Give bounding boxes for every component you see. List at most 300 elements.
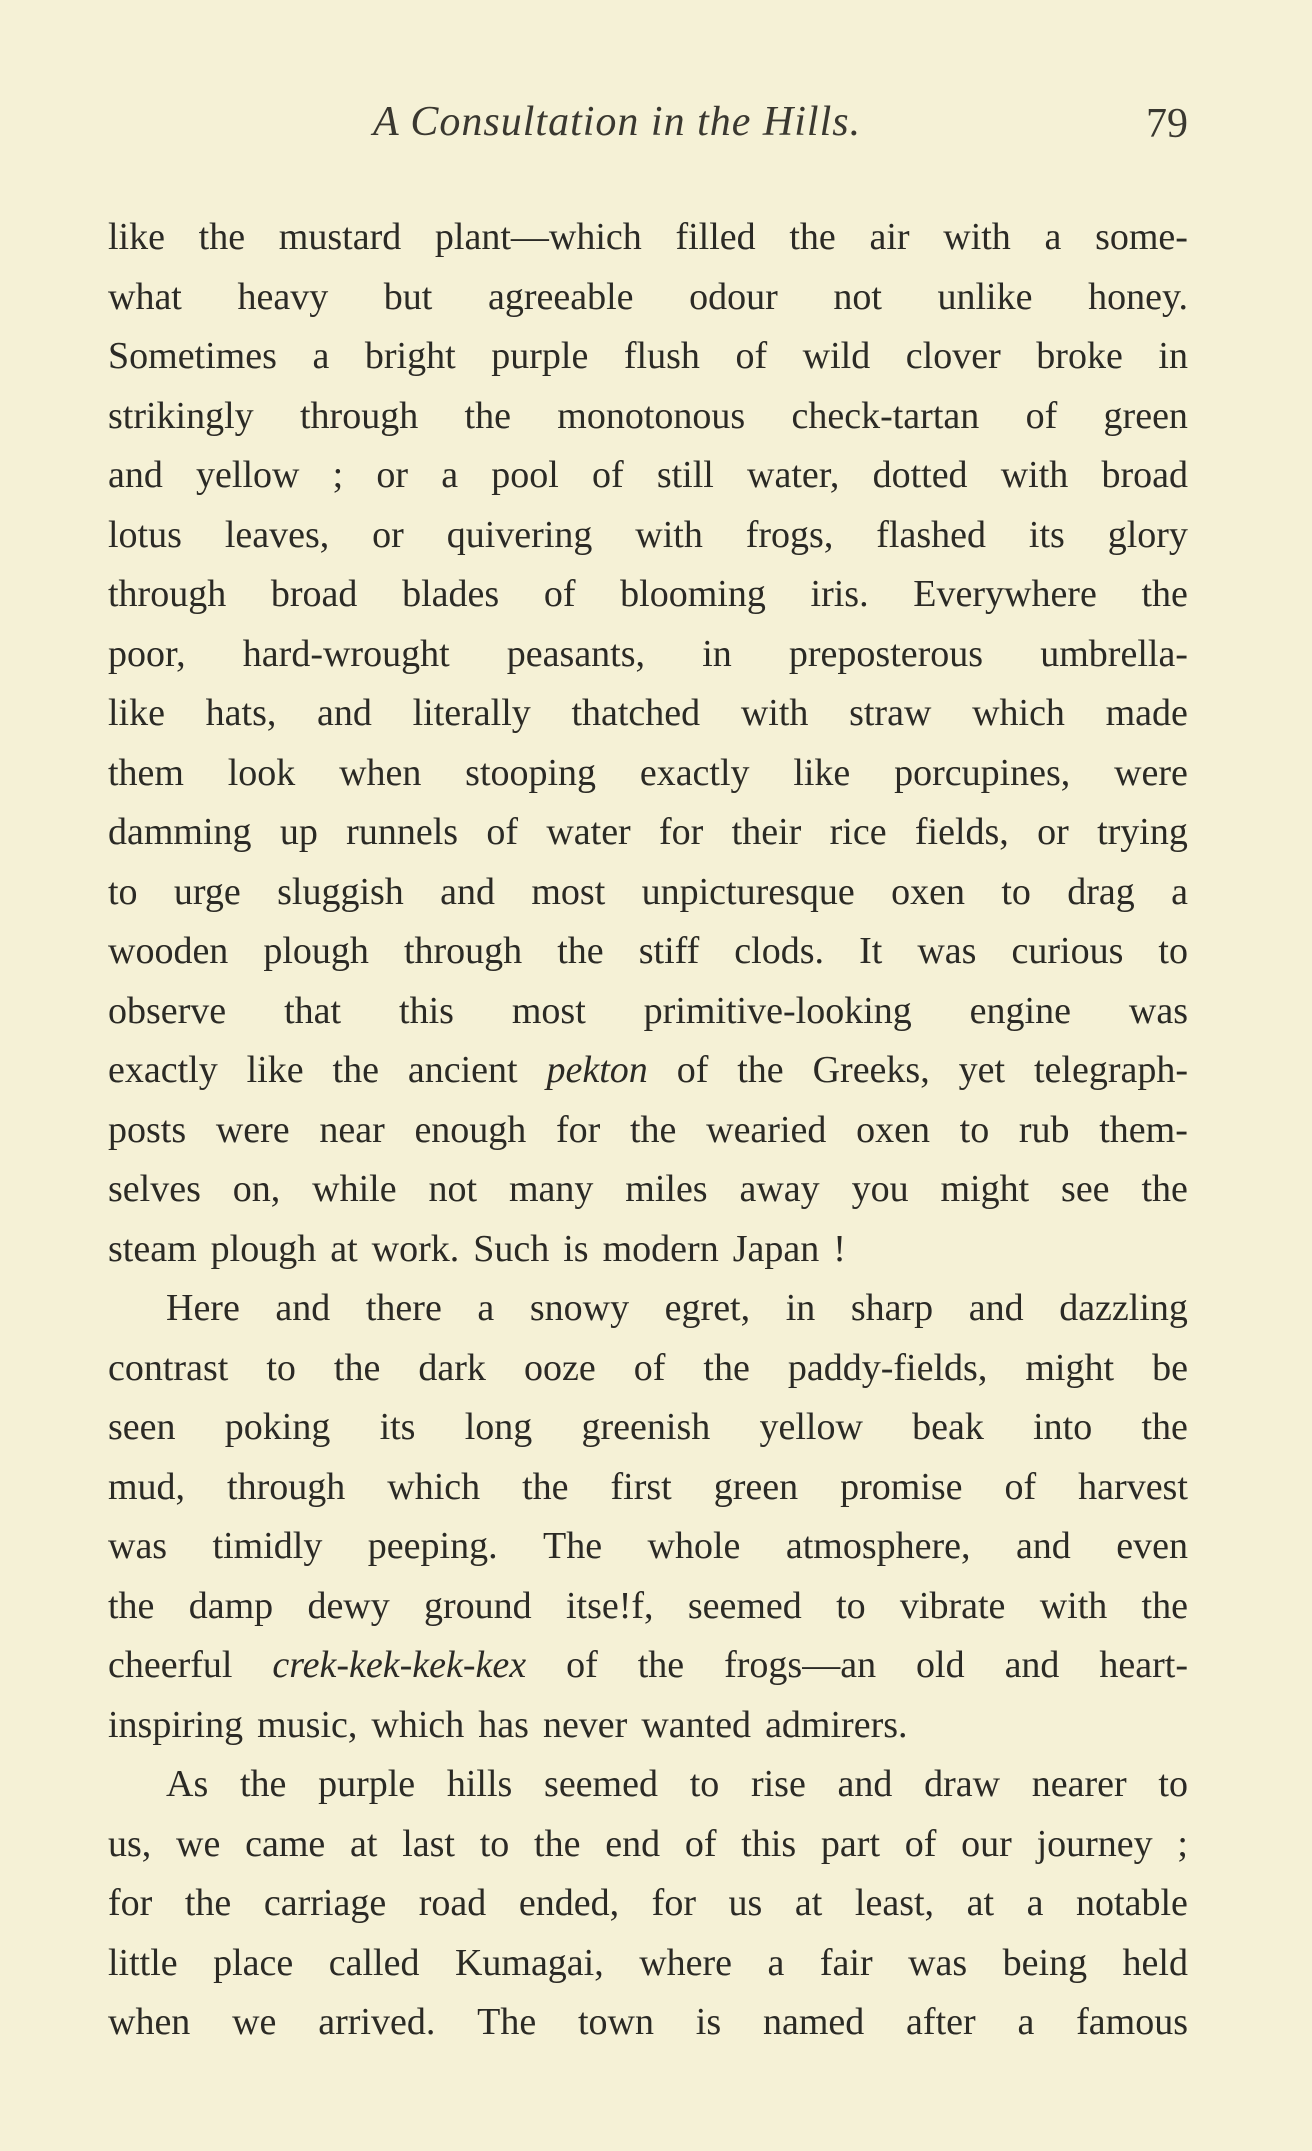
word: might	[940, 1168, 1030, 1210]
text-line	[108, 208, 1188, 268]
word: itse!f,	[565, 1584, 654, 1627]
text-line	[108, 922, 1188, 982]
text-line	[108, 565, 1188, 625]
word: to	[689, 1763, 720, 1805]
word: The	[543, 1525, 603, 1567]
word: a	[767, 1941, 785, 1984]
word: the	[1141, 1406, 1188, 1448]
word: heavy	[237, 275, 329, 318]
word: where	[639, 1941, 733, 1984]
word: broke	[1036, 335, 1123, 377]
word: their	[731, 811, 802, 853]
word: unpicturesque	[641, 870, 855, 913]
word: hills	[446, 1763, 513, 1805]
word: atmosphere,	[785, 1525, 971, 1567]
word: frogs—an	[724, 1644, 877, 1686]
word: green	[713, 1465, 799, 1508]
text-line	[108, 327, 1188, 387]
word: a	[441, 454, 459, 496]
word: named	[762, 2001, 865, 2043]
word: lotus	[108, 513, 182, 556]
word: this	[741, 1822, 797, 1865]
word: blades	[402, 573, 500, 615]
word: first	[610, 1465, 672, 1508]
word: end	[605, 1822, 661, 1865]
word: even	[1116, 1525, 1188, 1567]
word: not	[428, 1168, 478, 1210]
word: like	[108, 692, 165, 734]
word: famous	[1076, 2001, 1188, 2043]
word: this	[399, 989, 454, 1032]
word: notable	[1076, 1882, 1188, 1924]
word: unlike	[937, 275, 1033, 318]
word: a	[477, 1287, 495, 1329]
word: strikingly	[108, 394, 254, 437]
word: oxen	[856, 1108, 930, 1151]
word: the	[1141, 1584, 1188, 1627]
word: green	[1103, 394, 1188, 437]
text-line	[108, 1934, 1188, 1994]
word: urge	[173, 870, 241, 913]
word: water	[546, 811, 631, 853]
word: broad	[270, 573, 358, 615]
word: broad	[1101, 454, 1188, 496]
word: water,	[747, 454, 840, 496]
word: The	[477, 2001, 537, 2043]
word: which	[972, 692, 1065, 734]
word: dewy	[307, 1584, 390, 1627]
word: monotonous	[557, 394, 746, 437]
word: telegraph-	[1033, 1049, 1188, 1091]
word: them-	[1099, 1108, 1188, 1151]
word: It	[859, 930, 883, 972]
word: curious	[1011, 930, 1124, 972]
text-line	[108, 1874, 1188, 1934]
word: of	[684, 1822, 717, 1865]
word: sharp	[850, 1287, 934, 1329]
word: greenish	[581, 1406, 711, 1448]
body-text	[108, 208, 1188, 2053]
text-line	[108, 1101, 1188, 1161]
word: a	[1026, 1882, 1044, 1924]
text-line	[108, 982, 1188, 1042]
word: plant—which	[434, 216, 642, 258]
word: stiff	[638, 930, 700, 972]
word: and	[1004, 1644, 1060, 1686]
word: whole	[647, 1525, 741, 1567]
word: honey.	[1088, 275, 1188, 318]
word: and	[968, 1287, 1024, 1329]
word: is	[563, 1227, 589, 1270]
word: ;	[332, 454, 344, 496]
word: the	[333, 1346, 381, 1389]
word: for	[659, 811, 704, 853]
word: away	[739, 1168, 820, 1210]
word: heart-	[1099, 1644, 1188, 1686]
word: Here	[166, 1287, 240, 1329]
word: of	[904, 1822, 937, 1865]
word: like	[793, 751, 851, 794]
word: is	[695, 2001, 722, 2043]
word: road	[418, 1882, 487, 1924]
word: what	[108, 275, 182, 318]
word: the	[637, 1644, 685, 1686]
word: in	[702, 632, 732, 675]
word: might	[1025, 1346, 1115, 1389]
text-line	[108, 1993, 1188, 2053]
word: with	[943, 216, 1011, 258]
word: like	[108, 216, 165, 258]
word: purple	[491, 335, 589, 377]
word: observe	[108, 989, 227, 1032]
word: wild	[802, 335, 871, 377]
word: engine	[969, 989, 1071, 1032]
word: air	[869, 216, 910, 258]
word: was	[108, 1525, 168, 1567]
word: Kumagai,	[454, 1941, 604, 1984]
word: long	[464, 1406, 533, 1448]
word: yet	[958, 1049, 1006, 1091]
word: most	[531, 870, 606, 913]
text-line	[108, 268, 1188, 328]
word: place	[213, 1941, 294, 1984]
text-line	[108, 1517, 1188, 1577]
word: journey	[1036, 1822, 1153, 1865]
word: wearied	[706, 1108, 827, 1151]
word: admirers.	[765, 1703, 908, 1746]
word: to	[108, 870, 138, 913]
word: us,	[108, 1822, 152, 1865]
word: most	[511, 989, 586, 1032]
word: has	[478, 1703, 529, 1746]
text-line	[108, 1041, 1188, 1101]
word: of	[543, 573, 576, 615]
word: paddy-fields,	[787, 1346, 988, 1389]
word: beak	[912, 1406, 984, 1448]
word: a	[1171, 870, 1188, 913]
word: that	[284, 989, 342, 1032]
word: made	[1105, 692, 1188, 734]
word: them	[108, 751, 184, 794]
word: timidly	[212, 1525, 323, 1567]
word: the	[239, 1763, 287, 1805]
word: music,	[257, 1703, 358, 1746]
word: not	[833, 275, 882, 318]
word: or	[372, 513, 404, 556]
word: in	[1158, 335, 1188, 377]
word: yellow	[759, 1406, 863, 1448]
word: plough	[210, 1227, 317, 1270]
word: were	[1114, 751, 1188, 794]
word: of	[735, 335, 768, 377]
word: !	[833, 1227, 846, 1270]
word: up	[279, 811, 318, 853]
word: be	[1152, 1346, 1188, 1389]
word: ooze	[523, 1346, 596, 1389]
word: and	[108, 454, 163, 496]
word: purple	[318, 1763, 416, 1805]
word: yellow	[196, 454, 300, 496]
word: the	[108, 1584, 155, 1627]
word: which	[387, 1465, 481, 1508]
word: was	[1128, 989, 1188, 1032]
word: hard-wrought	[242, 632, 450, 675]
text-line	[108, 446, 1188, 506]
word: there	[365, 1287, 442, 1329]
word: through	[108, 573, 227, 615]
word: dark	[418, 1346, 486, 1389]
word: nearer	[1031, 1763, 1127, 1805]
word: for	[651, 1882, 696, 1924]
word: runnels	[346, 811, 459, 853]
word: with	[1039, 1584, 1108, 1627]
word: umbrella-	[1040, 632, 1188, 675]
word: blooming	[620, 573, 766, 615]
word: town	[578, 2001, 654, 2043]
text-line	[108, 803, 1188, 863]
word: egret,	[664, 1287, 751, 1329]
word: seemed	[687, 1584, 802, 1627]
word: of	[592, 454, 624, 496]
word: to	[1001, 870, 1031, 913]
word: while	[312, 1168, 397, 1210]
word: at	[330, 1227, 358, 1270]
word: were	[215, 1108, 290, 1151]
word: near	[319, 1108, 385, 1151]
word: Such	[473, 1227, 550, 1270]
word: with	[740, 692, 809, 734]
text-line	[108, 1696, 1188, 1756]
word: pekton	[546, 1049, 648, 1091]
word: never	[542, 1703, 628, 1746]
word: clover	[905, 335, 1001, 377]
word: still	[656, 454, 714, 496]
word: frogs,	[745, 513, 834, 556]
word: posts	[108, 1108, 187, 1151]
word: As	[166, 1763, 209, 1805]
word: ground	[424, 1584, 532, 1627]
text-line	[108, 1160, 1188, 1220]
word: modern	[602, 1227, 719, 1270]
word: the	[522, 1465, 569, 1508]
word: old	[916, 1644, 965, 1686]
word: which	[371, 1703, 465, 1746]
word: the	[534, 1822, 581, 1865]
word: of	[486, 811, 519, 853]
word: and	[317, 692, 372, 734]
word: clods.	[734, 930, 825, 972]
word: held	[1122, 1941, 1188, 1984]
word: the	[1141, 573, 1188, 615]
word: the	[789, 216, 836, 258]
word: exactly	[108, 1049, 218, 1091]
word: after	[906, 2001, 976, 2043]
word: for	[108, 1882, 153, 1924]
word: damming	[108, 811, 252, 853]
word: promise	[840, 1465, 963, 1508]
text-line	[108, 506, 1188, 566]
word: of	[566, 1644, 598, 1686]
word: its	[1028, 513, 1065, 556]
word: through	[227, 1465, 346, 1508]
word: quivering	[446, 513, 593, 556]
word: work.	[371, 1227, 460, 1270]
page-number: 79	[1146, 101, 1188, 147]
word: crek-kek-kek-kex	[272, 1644, 527, 1686]
word: the	[1141, 1168, 1188, 1210]
text-line	[108, 625, 1188, 685]
word: through	[403, 930, 523, 972]
word: was	[908, 1941, 968, 1984]
word: literally	[412, 692, 531, 734]
word: least,	[854, 1882, 935, 1924]
word: miles	[625, 1168, 708, 1210]
word: last	[402, 1822, 455, 1865]
word: was	[917, 930, 977, 972]
word: exactly	[639, 751, 750, 794]
word: cheerful	[108, 1644, 233, 1686]
word: snowy	[529, 1287, 630, 1329]
word: fields,	[914, 811, 1009, 853]
word: poking	[224, 1406, 331, 1448]
word: bright	[364, 335, 456, 377]
word: the	[737, 1049, 784, 1091]
word: stooping	[465, 751, 597, 794]
word: harvest	[1078, 1465, 1188, 1508]
text-line	[108, 387, 1188, 447]
word: ended,	[518, 1882, 620, 1924]
text-line	[108, 1279, 1188, 1339]
word: rub	[1018, 1108, 1070, 1151]
word: at	[350, 1822, 378, 1865]
word: of	[1025, 394, 1058, 437]
word: odour	[689, 275, 778, 318]
word: at	[966, 1882, 995, 1924]
word: and	[837, 1763, 893, 1805]
word: a	[312, 335, 330, 377]
text-line	[108, 744, 1188, 804]
word: and	[275, 1287, 331, 1329]
word: its	[379, 1406, 416, 1448]
word: but	[383, 275, 433, 318]
word: glory	[1107, 513, 1188, 556]
word: to	[1158, 930, 1188, 972]
word: seemed	[544, 1763, 658, 1805]
word: dazzling	[1059, 1287, 1188, 1329]
word: at	[794, 1882, 823, 1924]
word: into	[1033, 1406, 1093, 1448]
word: check-tartan	[791, 394, 980, 437]
word: the	[184, 1882, 232, 1924]
word: hats,	[205, 692, 277, 734]
word: flush	[623, 335, 700, 377]
word: flashed	[876, 513, 986, 556]
text-line	[108, 1636, 1188, 1696]
word: primitive-looking	[643, 989, 912, 1032]
word: or	[376, 454, 409, 496]
text-line	[108, 1458, 1188, 1518]
word: mustard	[278, 216, 402, 258]
word: peeping.	[367, 1525, 498, 1567]
word: mud,	[108, 1465, 186, 1508]
word: see	[1061, 1168, 1110, 1210]
word: you	[851, 1168, 909, 1210]
word: wooden	[108, 930, 229, 972]
word: our	[961, 1822, 1012, 1865]
word: to	[959, 1108, 990, 1151]
word: rise	[750, 1763, 806, 1805]
word: a	[1044, 216, 1062, 258]
word: the	[557, 930, 604, 972]
word: wanted	[641, 1703, 752, 1746]
word: of	[633, 1346, 666, 1389]
word: carriage	[263, 1882, 387, 1924]
text-line	[108, 684, 1188, 744]
word: ;	[1177, 1822, 1188, 1865]
word: a	[1017, 2001, 1035, 2043]
word: porcupines,	[894, 751, 1071, 794]
word: oxen	[891, 870, 965, 913]
word: came	[245, 1822, 326, 1865]
text-line	[108, 1755, 1188, 1815]
word: fair	[819, 1941, 873, 1984]
word: through	[300, 394, 419, 437]
word: damp	[188, 1584, 274, 1627]
word: inspiring	[108, 1703, 244, 1746]
word: the	[630, 1108, 677, 1151]
word: look	[227, 751, 296, 794]
word: draw	[924, 1763, 1001, 1805]
word: enough	[414, 1108, 527, 1151]
word: pool	[491, 454, 559, 496]
word: when	[339, 751, 422, 794]
word: leaves,	[224, 513, 330, 556]
word: the	[703, 1346, 750, 1389]
word: of	[676, 1049, 709, 1091]
word: called	[328, 1941, 420, 1984]
word: trying	[1097, 811, 1188, 853]
word: us	[728, 1882, 763, 1924]
word: with	[635, 513, 703, 556]
word: Greeks,	[812, 1049, 930, 1091]
word: arrived.	[318, 2001, 436, 2043]
word: straw	[849, 692, 932, 734]
word: contrast	[108, 1346, 229, 1389]
running-title: A Consultation in the Hills.	[373, 99, 862, 145]
word: seen	[108, 1406, 176, 1448]
word: on,	[232, 1168, 281, 1210]
word: to	[1158, 1763, 1188, 1805]
word: plough	[263, 930, 369, 972]
word: peasants,	[506, 632, 646, 675]
text-line	[108, 1815, 1188, 1875]
word: being	[1002, 1941, 1088, 1984]
word: like	[246, 1049, 304, 1091]
word: part	[820, 1822, 880, 1865]
text-line	[108, 1339, 1188, 1399]
word: for	[556, 1108, 601, 1151]
word: drag	[1067, 870, 1135, 913]
word: we	[232, 2001, 277, 2043]
word: Japan	[732, 1227, 820, 1270]
word: to	[266, 1346, 296, 1389]
word: agreeable	[487, 275, 634, 318]
word: with	[1000, 454, 1069, 496]
word: or	[1037, 811, 1069, 853]
word: iris.	[810, 573, 869, 615]
word: preposterous	[788, 632, 984, 675]
text-line	[108, 1577, 1188, 1637]
